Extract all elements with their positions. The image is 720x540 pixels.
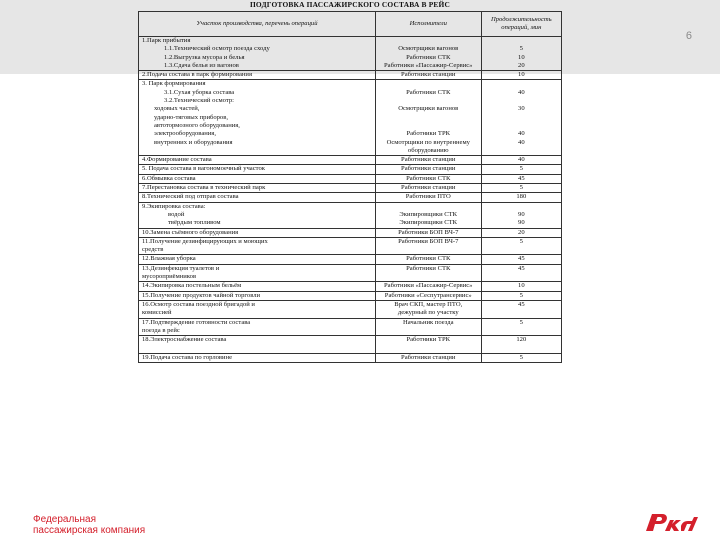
operation-cell <box>139 336 376 354</box>
operation-text: автотормозного оборудования, <box>154 121 240 129</box>
operation-cell <box>139 318 376 336</box>
rzd-logo-text: РЖД <box>643 511 646 512</box>
document-title: ПОДГОТОВКА ПАССАЖИРСКОГО СОСТАВА В РЕЙС <box>249 0 451 9</box>
operation-text: 14.Экипировка постельным бельём <box>142 282 242 290</box>
duration-cell <box>481 71 561 80</box>
duration-text: 30 <box>518 105 525 113</box>
operation-cell <box>139 184 376 193</box>
executor-text: Работники станции <box>401 184 456 192</box>
header-duration: Продолжительность операций, мин <box>481 12 561 37</box>
operation-text: 1.1.Технический осмотр поезда сходу <box>164 45 270 53</box>
executor-cell <box>375 228 481 237</box>
executor-cell <box>375 71 481 80</box>
executor-cell <box>375 165 481 174</box>
duration-text <box>485 37 558 45</box>
operation-text: 7.Перестановка состава в технический парк <box>142 184 266 192</box>
operation-text: 18.Электроснабжение состава <box>142 336 227 344</box>
executor-text: Работники ТРК <box>406 130 451 138</box>
table-row <box>139 174 562 183</box>
table-row <box>139 228 562 237</box>
executor-text <box>379 344 478 352</box>
operation-text: ударно-тяговых приборов, <box>154 113 228 121</box>
duration-text: 5 <box>519 237 523 245</box>
operation-cell <box>139 264 376 282</box>
operation-text: 16.Осмотр состава поездной бригадой и <box>142 300 255 308</box>
operation-text: 9.Экипировка состава: <box>142 202 206 210</box>
table-row <box>139 300 562 318</box>
operation-text: 12.Влажная уборка <box>142 255 196 263</box>
operation-text: 11.Получение дезинфицирующих и моющих <box>142 237 268 245</box>
duration-text: 10 <box>518 53 525 61</box>
executor-cell <box>375 255 481 264</box>
executor-cell <box>375 264 481 282</box>
duration-text: 40 <box>518 130 525 138</box>
operation-text <box>142 147 372 155</box>
operation-cell <box>139 282 376 291</box>
company-name-line1: Федеральная <box>33 514 97 525</box>
executor-text: дежурный по участку <box>397 309 459 317</box>
duration-text <box>485 114 558 122</box>
executor-cell <box>375 336 481 354</box>
table-row <box>139 282 562 291</box>
table-row <box>139 291 562 300</box>
duration-cell <box>481 237 561 255</box>
company-name-line2: пассажирская компания <box>33 525 146 536</box>
duration-text: 40 <box>518 138 525 146</box>
operation-cell <box>139 228 376 237</box>
operation-text: электрооборудования, <box>154 130 216 138</box>
table-row <box>139 156 562 165</box>
executor-text <box>379 122 478 130</box>
executor-cell <box>375 184 481 193</box>
executor-cell <box>375 318 481 336</box>
executor-text <box>379 203 478 211</box>
executor-text: Работники «Пассажир-Сервис» <box>384 61 473 69</box>
executor-text: Осмотрщики вагонов <box>398 105 459 113</box>
table-row <box>139 37 562 71</box>
executor-cell <box>375 237 481 255</box>
executor-text: Работники СТК <box>406 255 451 263</box>
duration-cell <box>481 318 561 336</box>
executor-cell <box>375 291 481 300</box>
executor-text: Работники станции <box>401 71 456 79</box>
duration-text: 40 <box>518 156 525 164</box>
executor-cell <box>375 282 481 291</box>
operation-text: средств <box>142 246 164 254</box>
duration-text: 5 <box>519 184 523 192</box>
executor-text: Работники БОП ВЧ-7 <box>398 237 459 245</box>
executor-text: Работники ТРК <box>406 336 451 344</box>
table-header-row <box>139 12 562 37</box>
duration-cell <box>481 228 561 237</box>
operation-text: поезда в рейс <box>142 326 180 334</box>
operation-text: 2.Подача состава в парк формирования <box>142 71 252 79</box>
duration-cell <box>481 80 561 156</box>
duration-text: 5 <box>519 165 523 173</box>
operation-text: 3.2.Технический осмотр: <box>164 97 234 105</box>
operation-text: 13.Дезинфекция туалетов и <box>142 264 220 272</box>
duration-cell <box>481 336 561 354</box>
table-row <box>139 353 562 362</box>
executor-text: Работники ПТО <box>405 193 451 201</box>
executor-text: Осмотрщики вагонов <box>398 45 459 53</box>
duration-text <box>485 309 558 317</box>
operation-cell <box>139 193 376 202</box>
header-executors: Исполнители <box>375 12 481 37</box>
operation-text: 4.Формирование состава <box>142 156 212 164</box>
operation-text: 10.Замена съёмного оборудования <box>142 228 239 236</box>
duration-cell <box>481 202 561 228</box>
executor-text: Работники станции <box>401 156 456 164</box>
operation-text: 6.Обмывка состава <box>142 174 196 182</box>
table-row <box>139 255 562 264</box>
duration-cell <box>481 264 561 282</box>
document <box>138 0 562 363</box>
operation-text: 8.Технический под отправ состава <box>142 193 239 201</box>
operation-cell <box>139 300 376 318</box>
operation-cell <box>139 156 376 165</box>
operation-text: 15.Получение продуктов чайной торговли <box>142 291 261 299</box>
operation-text: ходовых частей, <box>154 105 200 113</box>
executor-cell <box>375 353 481 362</box>
duration-text: 45 <box>518 264 525 272</box>
operation-text: внутренних и оборудования <box>154 138 233 146</box>
executor-text: Работники СТК <box>406 88 451 96</box>
duration-text: 5 <box>519 318 523 326</box>
duration-text: 90 <box>518 210 525 218</box>
duration-text: 20 <box>518 61 525 69</box>
duration-text <box>485 122 558 130</box>
executor-text: Работники станции <box>401 353 456 361</box>
operations-table <box>138 11 562 363</box>
executor-text: оборудованию <box>407 146 449 154</box>
executor-text <box>379 273 478 281</box>
duration-cell <box>481 353 561 362</box>
duration-text: 5 <box>519 45 523 53</box>
duration-text <box>485 327 558 335</box>
operation-text: твёрдым топливом <box>168 219 221 227</box>
duration-text: 45 <box>518 255 525 263</box>
operation-cell <box>139 71 376 80</box>
operation-text: 3. Парк формирования <box>142 80 206 88</box>
duration-text <box>485 203 558 211</box>
operation-cell <box>139 291 376 300</box>
duration-text <box>485 147 558 155</box>
operation-cell <box>139 165 376 174</box>
duration-cell <box>481 37 561 71</box>
duration-cell <box>481 291 561 300</box>
duration-text <box>485 97 558 105</box>
executor-text <box>379 37 478 45</box>
executor-text: Работники СТК <box>406 264 451 272</box>
operation-text: 17.Подтверждение готовности состава <box>142 318 251 326</box>
executor-text: Врач СКП, мастер ПТО, <box>394 300 463 308</box>
executor-text: Экипировщики СТК <box>399 219 458 227</box>
duration-text: 10 <box>518 282 525 290</box>
executor-cell <box>375 202 481 228</box>
executor-text <box>379 327 478 335</box>
duration-cell <box>481 193 561 202</box>
table-row <box>139 184 562 193</box>
operation-cell <box>139 237 376 255</box>
executor-text: Работники «Сеспутрансервис» <box>384 291 472 299</box>
executor-text: Работники станции <box>401 165 456 173</box>
table-row <box>139 80 562 156</box>
table-row <box>139 237 562 255</box>
operation-cell <box>139 37 376 71</box>
operation-text: 1.Парк прибытия <box>142 37 191 44</box>
duration-text <box>485 344 558 352</box>
table-row <box>139 202 562 228</box>
duration-cell <box>481 255 561 264</box>
executor-text: Работники СТК <box>406 53 451 61</box>
table-row <box>139 318 562 336</box>
company-name <box>33 514 145 536</box>
executor-text <box>379 80 478 88</box>
duration-text: 5 <box>519 291 523 299</box>
operation-text <box>142 344 372 352</box>
executor-text <box>379 246 478 254</box>
table-row <box>139 71 562 80</box>
duration-cell <box>481 174 561 183</box>
executor-cell <box>375 156 481 165</box>
operation-cell <box>139 80 376 156</box>
duration-text: 90 <box>518 219 525 227</box>
executor-cell <box>375 37 481 71</box>
duration-cell <box>481 282 561 291</box>
executor-text: Экипировщики СТК <box>399 210 458 218</box>
executor-text <box>379 114 478 122</box>
duration-text <box>485 273 558 281</box>
duration-text: 40 <box>518 88 525 96</box>
duration-text: 45 <box>518 300 525 308</box>
executor-cell <box>375 300 481 318</box>
duration-text <box>485 80 558 88</box>
duration-text: 20 <box>518 228 525 236</box>
operation-text: 1.3.Сдача белья из вагонов <box>164 61 239 69</box>
operation-text: комиссией <box>142 309 172 317</box>
operation-text: 5. Подача состава в вагономоечный участок <box>142 165 265 173</box>
executor-cell <box>375 174 481 183</box>
duration-cell <box>481 165 561 174</box>
duration-text: 120 <box>516 336 527 344</box>
duration-text: 45 <box>518 174 525 182</box>
duration-cell <box>481 184 561 193</box>
table-row <box>139 264 562 282</box>
executor-text: Начальник поезда <box>402 318 454 326</box>
executor-text: Работники СТК <box>406 174 451 182</box>
table-row <box>139 193 562 202</box>
duration-text: 180 <box>516 193 527 201</box>
rzd-logo <box>643 511 701 533</box>
duration-text <box>485 246 558 254</box>
executor-text <box>379 97 478 105</box>
header-operations: Участок производства, перечень операций <box>139 12 376 37</box>
duration-text: 10 <box>518 71 525 79</box>
duration-cell <box>481 300 561 318</box>
operation-cell <box>139 255 376 264</box>
executor-cell <box>375 193 481 202</box>
duration-cell <box>481 156 561 165</box>
executor-text: Работники «Пассажир-Сервис» <box>384 282 473 290</box>
operation-text: водой <box>168 210 185 218</box>
operation-text: мусороприёмников <box>142 273 197 281</box>
executor-text: Осмотрщики по внутреннему <box>386 138 470 146</box>
executor-cell <box>375 80 481 156</box>
duration-text: 5 <box>519 353 523 361</box>
operation-cell <box>139 353 376 362</box>
operation-cell <box>139 202 376 228</box>
executor-text: Работники БОП ВЧ-7 <box>398 228 459 236</box>
operation-cell <box>139 174 376 183</box>
operation-text: 19.Подача состава по горловине <box>142 353 233 361</box>
operation-text: 3.1.Сухая уборка состава <box>164 88 235 96</box>
table-row <box>139 165 562 174</box>
operation-text: 1.2.Выгрузка мусора и белья <box>164 53 245 61</box>
slide-number: 6 <box>685 30 692 42</box>
table-row <box>139 336 562 354</box>
